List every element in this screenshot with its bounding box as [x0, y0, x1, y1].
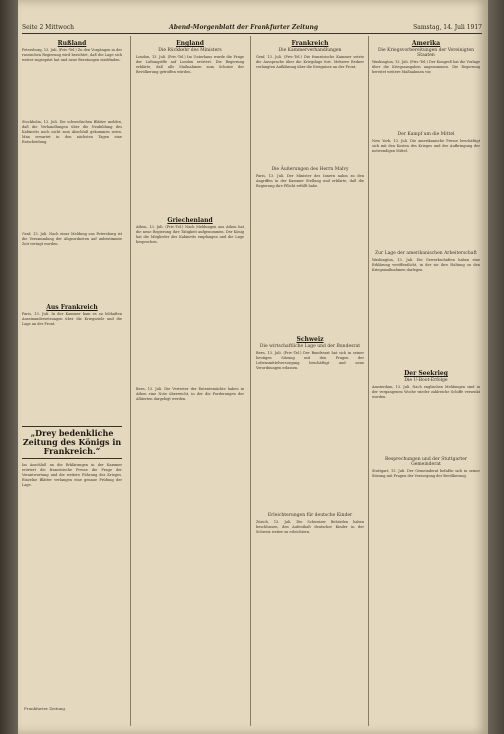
article-body: Amsterdam, 13. Juli. Nach englischen Meldungen sind in der vergangenen Woche wieder zahlreiche Schiffe versenkt worden. — [372, 385, 480, 399]
column-2 — [136, 38, 244, 718]
article-body: Washington, 13. Juli. Die Gewerkschaften haben eine Erklärung veröffentlicht, in der sie ihre Haltung zu den Kriegsmaßnahmen darlegen. — [372, 258, 480, 272]
masthead-left: Seite 2 Mittwoch — [22, 23, 75, 31]
article-body: London, 13. Juli. (Priv.-Tel.) Im Unterhaus wurde die Frage der Luftangriffe auf London erörtert. Die Regierung erklärte, daß alle Maßnahmen zum Schutze der Bevölkerung getroffen würden. — [136, 55, 244, 74]
article-body: Petersburg, 13. Juli. (Priv.-Tel.) Zu den Vorgängen in der russischen Regierung wird berichtet, daß die Lage sich weiter zugespitzt hat und neue Beratungen stattfinden. — [22, 48, 122, 62]
article-body: Zürich, 13. Juli. Die Schweizer Behörden haben beschlossen, den Aufenthalt deutscher Kinder in der Schweiz weiter zu erleichtern. — [256, 520, 364, 534]
column-1 — [22, 38, 122, 718]
article-body: Stuttgart, 13. Juli. Der Gemeinderat befaßte sich in seiner Sitzung mit Fragen der Versorgung der Bevölkerung. — [372, 469, 480, 478]
column-4 — [372, 38, 480, 718]
section-subheading: Zur Lage der amerikanischen Arbeiterschaft — [375, 251, 477, 256]
column-rule — [250, 36, 251, 726]
article-body: Paris, 13. Juli. Der Minister des Innern nahm zu den Angriffen in der Kammer Stellung und erklärte, daß die Regierung ihre Pflicht erfüllt habe. — [256, 174, 364, 188]
section-heading: Frankreich — [291, 40, 329, 47]
section-subheading: Die wirtschaftliche Lage und der Bundesrat — [259, 344, 361, 349]
article-body: Paris, 13. Juli. In der Kammer kam es zu lebhaften Auseinandersetzungen über die Kriegsziele und die Lage an der Front. — [22, 312, 122, 326]
section-subheading: Die Kriegsvorbereitungen der Vereinigten Staaten — [377, 48, 475, 58]
feature-heading: „Drey bedenkliche Zeitung des Königs in Frankreich.“ — [22, 426, 122, 459]
masthead — [22, 21, 482, 34]
section-heading: Rußland — [57, 40, 87, 47]
section-subheading: Der Kampf um die Mittel — [397, 132, 455, 137]
masthead-right: Samstag, 14. Juli 1917 — [413, 23, 482, 31]
article-body: Washington, 13. Juli. (Priv.-Tel.) Der Kongreß hat die Vorlage über die Kriegsausgaben angenommen. Die Regierung bereitet weitere Maßnahmen vor. — [372, 60, 480, 74]
footer-stamp: Frankfurter Zeitung — [24, 706, 65, 711]
section-heading: Griechenland — [167, 217, 213, 224]
article-body: Genf, 13. Juli. Nach einer Meldung aus Petersburg ist die Versammlung der Abgeordneten auf unbestimmte Zeit vertagt worden. — [22, 232, 122, 246]
column-rule — [368, 36, 369, 726]
section-subheading: Die Äußerungen des Herrn Malvy — [271, 167, 349, 172]
section-subheading: Erleichterungen für deutsche Kinder — [267, 513, 353, 518]
column-3 — [256, 38, 364, 718]
article-body: Bern, 13. Juli. (Priv.-Tel.) Der Bundesrat hat sich in seiner heutigen Sitzung mit den Fragen der Lebensmittelversorgung beschäftigt und neue Verordnungen erlassen. — [256, 351, 364, 370]
section-subheading: Die Kammerverhandlungen — [278, 48, 342, 53]
masthead-center: Abend-Morgenblatt der Frankfurter Zeitung — [169, 23, 319, 31]
column-rule — [130, 36, 131, 726]
section-heading: Schweiz — [296, 336, 324, 343]
section-subheading: Besprechungen und der Stuttgarter Gemeinderat — [384, 457, 468, 467]
article-body: Athen, 13. Juli. (Priv.-Tel.) Nach Meldungen aus Athen hat die neue Regierung ihre Tätigkeit aufgenommen. Der König hat die Mitglieder des Kabinetts empfangen und die Lage besprochen. — [136, 225, 244, 244]
section-heading: Amerika — [411, 40, 441, 47]
article-body: Genf, 13. Juli. (Priv.-Tel.) Die französische Kammer setzte die Aussprache über die Kriegslage fort. Mehrere Redner verlangten Aufklärung über die Ereignisse an der Front. — [256, 55, 364, 69]
article-body: New York, 13. Juli. Die amerikanische Presse beschäftigt sich mit den Kosten des Krieges und der Aufbringung der notwendigen Mittel. — [372, 139, 480, 153]
section-subheading: Die Rückkehr des Ministers — [158, 48, 222, 53]
section-heading: England — [176, 40, 204, 47]
article-body: Bern, 13. Juli. Die Vertreter der Ententemächte haben in Athen eine Note überreicht, in der die Forderungen der Alliierten dargelegt werden. — [136, 387, 244, 401]
article-body: Im Anschluß an die Erklärungen in der Kammer erörtert die französische Presse die Frage der Verantwortung und die weitere Führung des Krieges. Einzelne Blätter verlangen eine genaue Prüfung der Lage. — [22, 463, 122, 487]
binding-spine — [0, 0, 18, 734]
section-heading: Aus Frankreich — [46, 304, 98, 311]
page-edge — [488, 0, 504, 734]
section-subheading: Die U-Boot-Erfolge — [404, 378, 448, 383]
section-heading: Der Seekrieg — [404, 370, 448, 377]
article-body: Stockholm, 13. Juli. Die schwedischen Blätter melden, daß die Verhandlungen über die Neubildung des Kabinetts noch nicht zum Abschluß gekommen seien. Man erwartet in den nächsten Tagen eine Entscheidung. — [22, 120, 122, 144]
